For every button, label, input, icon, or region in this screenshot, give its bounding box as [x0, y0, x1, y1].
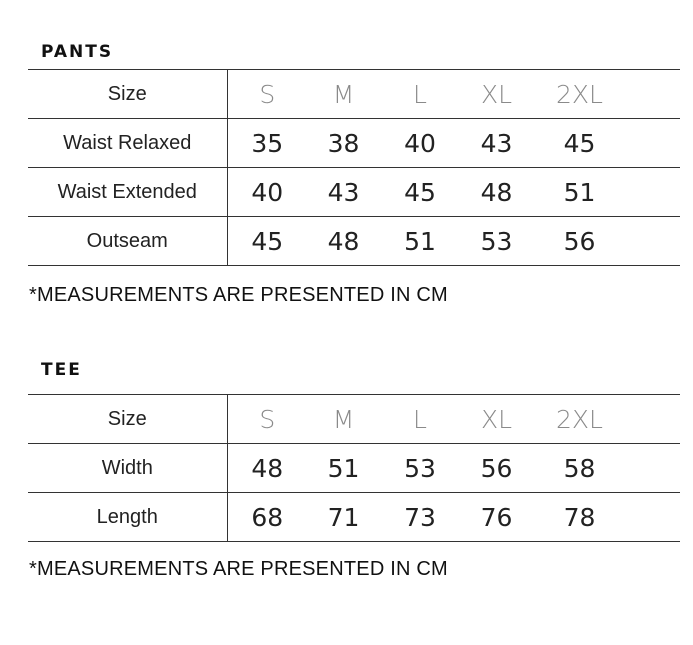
table-cell: 45: [533, 119, 626, 168]
table-cell: 40: [380, 119, 460, 168]
table-cell-empty: [626, 217, 680, 266]
tee-size-table: [28, 394, 680, 542]
size-header-m: M: [307, 395, 380, 444]
size-header-s: S: [227, 70, 307, 119]
size-header-m: M: [307, 70, 380, 119]
table-cell: 56: [533, 217, 626, 266]
table-cell: 51: [533, 168, 626, 217]
table-cell-empty: [626, 168, 680, 217]
tee-section-title: TEE: [41, 360, 82, 380]
table-cell: 53: [460, 217, 533, 266]
table-cell: 48: [227, 444, 307, 493]
table-cell: 51: [380, 217, 460, 266]
size-header-2xl: 2XL: [533, 395, 626, 444]
pants-measurement-note: *MEASUREMENTS ARE PRESENTED IN CM: [29, 284, 448, 306]
table-row: [28, 217, 680, 266]
size-header-xl: XL: [460, 70, 533, 119]
pants-section-title: PANTS: [41, 42, 114, 62]
table-header-row: [28, 70, 680, 119]
table-cell: 56: [460, 444, 533, 493]
table-cell: 71: [307, 493, 380, 542]
tee-measurement-note: *MEASUREMENTS ARE PRESENTED IN CM: [29, 558, 448, 580]
table-row: [28, 444, 680, 493]
row-label-width: Width: [28, 444, 227, 493]
table-cell: 48: [460, 168, 533, 217]
table-cell-empty: [626, 119, 680, 168]
table-cell: 76: [460, 493, 533, 542]
table-cell: 78: [533, 493, 626, 542]
size-header-l: L: [380, 70, 460, 119]
table-cell: 43: [460, 119, 533, 168]
table-cell-empty: [626, 395, 680, 444]
row-label-waist-extended: Waist Extended: [28, 168, 227, 217]
row-label-waist-relaxed: Waist Relaxed: [28, 119, 227, 168]
size-header-s: S: [227, 395, 307, 444]
table-cell: 73: [380, 493, 460, 542]
table-cell: 51: [307, 444, 380, 493]
table-cell: 40: [227, 168, 307, 217]
table-cell-empty: [626, 444, 680, 493]
size-header-label: Size: [28, 70, 227, 119]
table-cell: 53: [380, 444, 460, 493]
table-cell: 43: [307, 168, 380, 217]
table-cell: 45: [380, 168, 460, 217]
table-header-row: [28, 395, 680, 444]
size-header-label: Size: [28, 395, 227, 444]
table-cell: 68: [227, 493, 307, 542]
table-cell: 58: [533, 444, 626, 493]
pants-size-table: [28, 69, 680, 266]
table-cell: 35: [227, 119, 307, 168]
row-label-length: Length: [28, 493, 227, 542]
size-header-2xl: 2XL: [533, 70, 626, 119]
table-cell: 45: [227, 217, 307, 266]
size-header-xl: XL: [460, 395, 533, 444]
table-cell-empty: [626, 493, 680, 542]
table-row: [28, 119, 680, 168]
row-label-outseam: Outseam: [28, 217, 227, 266]
table-cell: 48: [307, 217, 380, 266]
table-cell: 38: [307, 119, 380, 168]
table-row: [28, 168, 680, 217]
table-row: [28, 493, 680, 542]
size-header-l: L: [380, 395, 460, 444]
table-cell-empty: [626, 70, 680, 119]
